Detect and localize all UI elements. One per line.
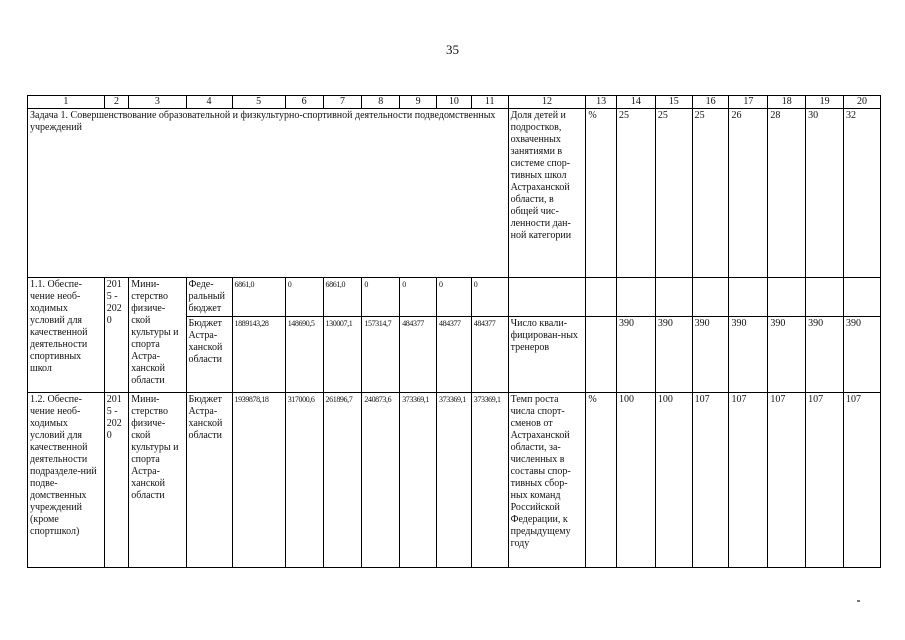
value-cell: 107 [843, 393, 880, 568]
header-cell: 4 [186, 96, 232, 109]
value-cell: 390 [806, 317, 844, 393]
header-cell: 17 [729, 96, 768, 109]
value-cell [655, 278, 692, 317]
value-cell: 26 [729, 109, 768, 278]
value-cell [806, 278, 844, 317]
value-cell: 25 [655, 109, 692, 278]
executor-cell: Мини-стерство физиче-ской культуры и спорта Астра-ханской области [129, 278, 186, 393]
header-cell: 13 [586, 96, 617, 109]
indicator-cell: Доля детей и подростков, охваченных занятиями в системе спор-тивных школ Астраханской области, в общей чис-ленности дан-ной категории [508, 109, 586, 278]
amount-cell: 240873,6 [362, 393, 400, 568]
header-cell: 9 [400, 96, 437, 109]
task-title: Задача 1. Совершенствование образовательной и физкультурно-спортивной деятельности подведомственных учреждений [28, 109, 509, 278]
header-cell: 16 [692, 96, 729, 109]
value-cell: 28 [768, 109, 806, 278]
value-cell: 30 [806, 109, 844, 278]
funding-source: Бюджет Астра-ханской области [186, 317, 232, 393]
header-cell: 12 [508, 96, 586, 109]
value-cell [692, 278, 729, 317]
funding-source: Феде-ральный бюджет [186, 278, 232, 317]
value-cell: 32 [843, 109, 880, 278]
indicator-cell: Число квали-фицирован-ных тренеров [508, 317, 586, 393]
amount-cell: 0 [362, 278, 400, 317]
header-cell: 2 [104, 96, 129, 109]
value-cell: 25 [692, 109, 729, 278]
header-cell: 1 [28, 96, 105, 109]
header-cell: 8 [362, 96, 400, 109]
indicator-cell [508, 278, 586, 317]
value-cell: 390 [655, 317, 692, 393]
amount-cell: 157314,7 [362, 317, 400, 393]
years-cell: 2015 - 2020 [104, 278, 129, 393]
header-row [28, 96, 881, 109]
amount-cell: 484377 [400, 317, 437, 393]
value-cell: 100 [616, 393, 655, 568]
program-table [27, 95, 881, 568]
header-cell: 10 [437, 96, 472, 109]
value-cell: 390 [843, 317, 880, 393]
header-cell: 7 [323, 96, 362, 109]
value-cell: 107 [768, 393, 806, 568]
amount-cell: 317000,6 [285, 393, 323, 568]
header-cell: 11 [471, 96, 508, 109]
amount-cell: 261896,7 [323, 393, 362, 568]
page-number: 35 [446, 42, 459, 57]
indicator-cell: Темп роста числа спорт-сменов от Астраханской области, за-численных в составы спор-тивных сбор-ных команд Российской Федерации, к предыдущему году [508, 393, 586, 568]
value-cell: 107 [729, 393, 768, 568]
task-row [28, 109, 881, 278]
amount-cell: 1939878,18 [232, 393, 285, 568]
amount-cell: 484377 [437, 317, 472, 393]
amount-cell: 484377 [471, 317, 508, 393]
unit-cell [586, 278, 617, 317]
amount-cell: 148690,5 [285, 317, 323, 393]
amount-cell: 0 [400, 278, 437, 317]
value-cell: 100 [655, 393, 692, 568]
amount-cell: 6861,0 [323, 278, 362, 317]
amount-cell: 373369,1 [471, 393, 508, 568]
value-cell: 25 [616, 109, 655, 278]
value-cell: 107 [806, 393, 844, 568]
value-cell: 390 [692, 317, 729, 393]
funding-source: Бюджет Астра-ханской области [186, 393, 232, 568]
activity-name: 1.2. Обеспе-чение необ-ходимых условий для качественной деятельности подразделе-ний подве-домственных учреждений (кроме спортшкол) [28, 393, 105, 568]
activity-row [28, 393, 881, 568]
unit-cell: % [586, 393, 617, 568]
value-cell [768, 278, 806, 317]
unit-cell [586, 317, 617, 393]
amount-cell: 373369,1 [400, 393, 437, 568]
amount-cell: 0 [285, 278, 323, 317]
activity-row [28, 278, 881, 317]
amount-cell: 1889143,28 [232, 317, 285, 393]
activity-name: 1.1. Обеспе-чение необ-ходимых условий для качественной деятельности спортивных школ [28, 278, 105, 393]
value-cell: 107 [692, 393, 729, 568]
amount-cell: 0 [437, 278, 472, 317]
value-cell [843, 278, 880, 317]
amount-cell: 6861,0 [232, 278, 285, 317]
scan-speck [857, 600, 860, 602]
value-cell [616, 278, 655, 317]
amount-cell: 130007,1 [323, 317, 362, 393]
amount-cell: 373369,1 [437, 393, 472, 568]
header-cell: 15 [655, 96, 692, 109]
value-cell: 390 [729, 317, 768, 393]
header-cell: 19 [806, 96, 844, 109]
header-cell: 14 [616, 96, 655, 109]
unit-cell: % [586, 109, 617, 278]
value-cell: 390 [616, 317, 655, 393]
header-cell: 5 [232, 96, 285, 109]
value-cell [729, 278, 768, 317]
header-cell: 20 [843, 96, 880, 109]
years-cell: 2015 - 2020 [104, 393, 129, 568]
header-cell: 18 [768, 96, 806, 109]
amount-cell: 0 [471, 278, 508, 317]
header-cell: 3 [129, 96, 186, 109]
value-cell: 390 [768, 317, 806, 393]
header-cell: 6 [285, 96, 323, 109]
executor-cell: Мини-стерство физиче-ской культуры и спорта Астра-ханской области [129, 393, 186, 568]
